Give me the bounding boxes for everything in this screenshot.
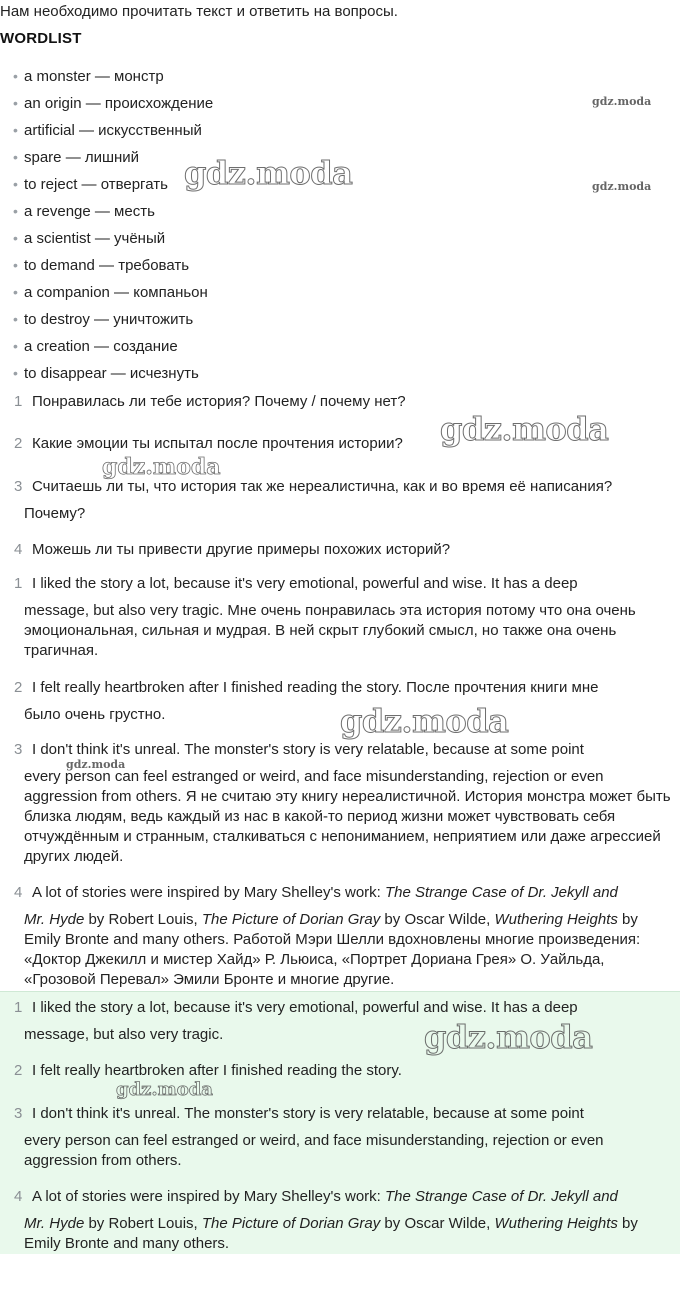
bullet-icon: •: [13, 68, 18, 84]
list-item: • a scientist — учёный: [13, 230, 166, 247]
question-3: 3 Считаешь ли ты, что история так же нереалистична, как и во время её написания? Почему?: [14, 478, 613, 522]
bullet-icon: •: [13, 365, 18, 381]
watermark: gdz.moda: [340, 702, 509, 740]
answer-2: 2 I felt really heartbroken after I finished reading the story. После прочтения книги мне было очень грустно.: [14, 679, 599, 723]
question-1: 1 Понравилась ли тебе история? Почему / почему нет?: [14, 393, 406, 410]
bullet-icon: •: [13, 257, 18, 273]
watermark: gdz.moda: [102, 454, 221, 480]
list-item: • an origin — происхождение: [13, 95, 214, 112]
answer-en-4: 4 A lot of stories were inspired by Mary Shelley's work: The Strange Case of Dr. Jekyll and Mr. Hyde by Robert Louis, The Picture of Dorian Gray by Oscar Wilde, Wuthering Heights by Emily Bronte and many others.: [14, 1188, 638, 1252]
list-item: • to destroy — уничтожить: [13, 311, 194, 328]
list-item: • to reject — отвергать: [13, 176, 168, 193]
answer-en-3: 3 I don't think it's unreal. The monster's story is very relatable, because at some point every person can feel estranged or weird, and face misunderstanding, rejection or even aggression from others.: [14, 1105, 604, 1169]
list-item: • spare — лишний: [13, 149, 140, 166]
bullet-icon: •: [13, 311, 18, 327]
answer-3: 3 I don't think it's unreal. The monster's story is very relatable, because at some point every person can feel estranged or weird, and face misunderstanding, rejection or even aggression from others. Я не считаю эту книгу нереалистичной. История монстра может быть близка людям, ведь каждый из нас в какой-то период жизни может чувствовать себя отчуждённым и странным, сталкиваться с непониманием, неприятием или даже агрессией других людей.: [14, 741, 671, 865]
list-item: • artificial — искусственный: [13, 122, 202, 139]
watermark: gdz.moda: [592, 180, 652, 193]
bullet-icon: •: [13, 149, 18, 165]
bullet-icon: •: [13, 338, 18, 354]
list-item: • a companion — компаньон: [13, 284, 208, 301]
list-item: • a creation — создание: [13, 338, 178, 355]
list-item: • to demand — требовать: [13, 257, 190, 274]
wordlist-title: WORDLIST: [0, 30, 82, 47]
bullet-icon: •: [13, 284, 18, 300]
list-item: • to disappear — исчезнуть: [13, 365, 199, 382]
list-item: • a monster — монстр: [13, 68, 164, 85]
list-item: • a revenge — месть: [13, 203, 155, 220]
watermark: gdz.moda: [116, 1079, 213, 1100]
bullet-icon: •: [13, 95, 18, 111]
answer-1: 1 I liked the story a lot, because it's very emotional, powerful and wise. It has a deep message, but also very tragic. Мне очень понравилась эта история потому что она очень эмоциональная, сильная и мудрая. В ней скрыт глубокий смысл, но также она очень трагичная.: [14, 575, 636, 659]
answer-4: 4 A lot of stories were inspired by Mary Shelley's work: The Strange Case of Dr. Jekyll and Mr. Hyde by Robert Louis, The Picture of Dorian Gray by Oscar Wilde, Wuthering Heights by Emily Bronte and many others. Работой Мэри Шелли вдохновлены многие произведения: «Доктор Джекилл и мистер Хайд» Р. Льюиса, «Портрет Дориана Грея» О. Уайльда, «Грозовой Перевал» Эмили Бронте и многие другие.: [14, 884, 641, 988]
watermark: gdz.moda: [184, 154, 353, 192]
watermark: gdz.moda: [440, 410, 609, 448]
watermark: gdz.moda: [424, 1018, 593, 1056]
bullet-icon: •: [13, 122, 18, 138]
watermark: gdz.moda: [592, 95, 652, 108]
question-2: 2 Какие эмоции ты испытал после прочтения истории?: [14, 435, 403, 452]
question-4: 4 Можешь ли ты привести другие примеры похожих историй?: [14, 541, 451, 558]
answer-en-1: 1 I liked the story a lot, because it's very emotional, powerful and wise. It has a deep message, but also very tragic.: [14, 999, 578, 1043]
answer-en-2: 2 I felt really heartbroken after I finished reading the story.: [14, 1062, 402, 1079]
watermark: gdz.moda: [66, 758, 126, 771]
bullet-icon: •: [13, 203, 18, 219]
bullet-icon: •: [13, 176, 18, 192]
bullet-icon: •: [13, 230, 18, 246]
wordlist: [13, 66, 213, 390]
intro-text: Нам необходимо прочитать текст и ответить на вопросы.: [0, 3, 398, 20]
